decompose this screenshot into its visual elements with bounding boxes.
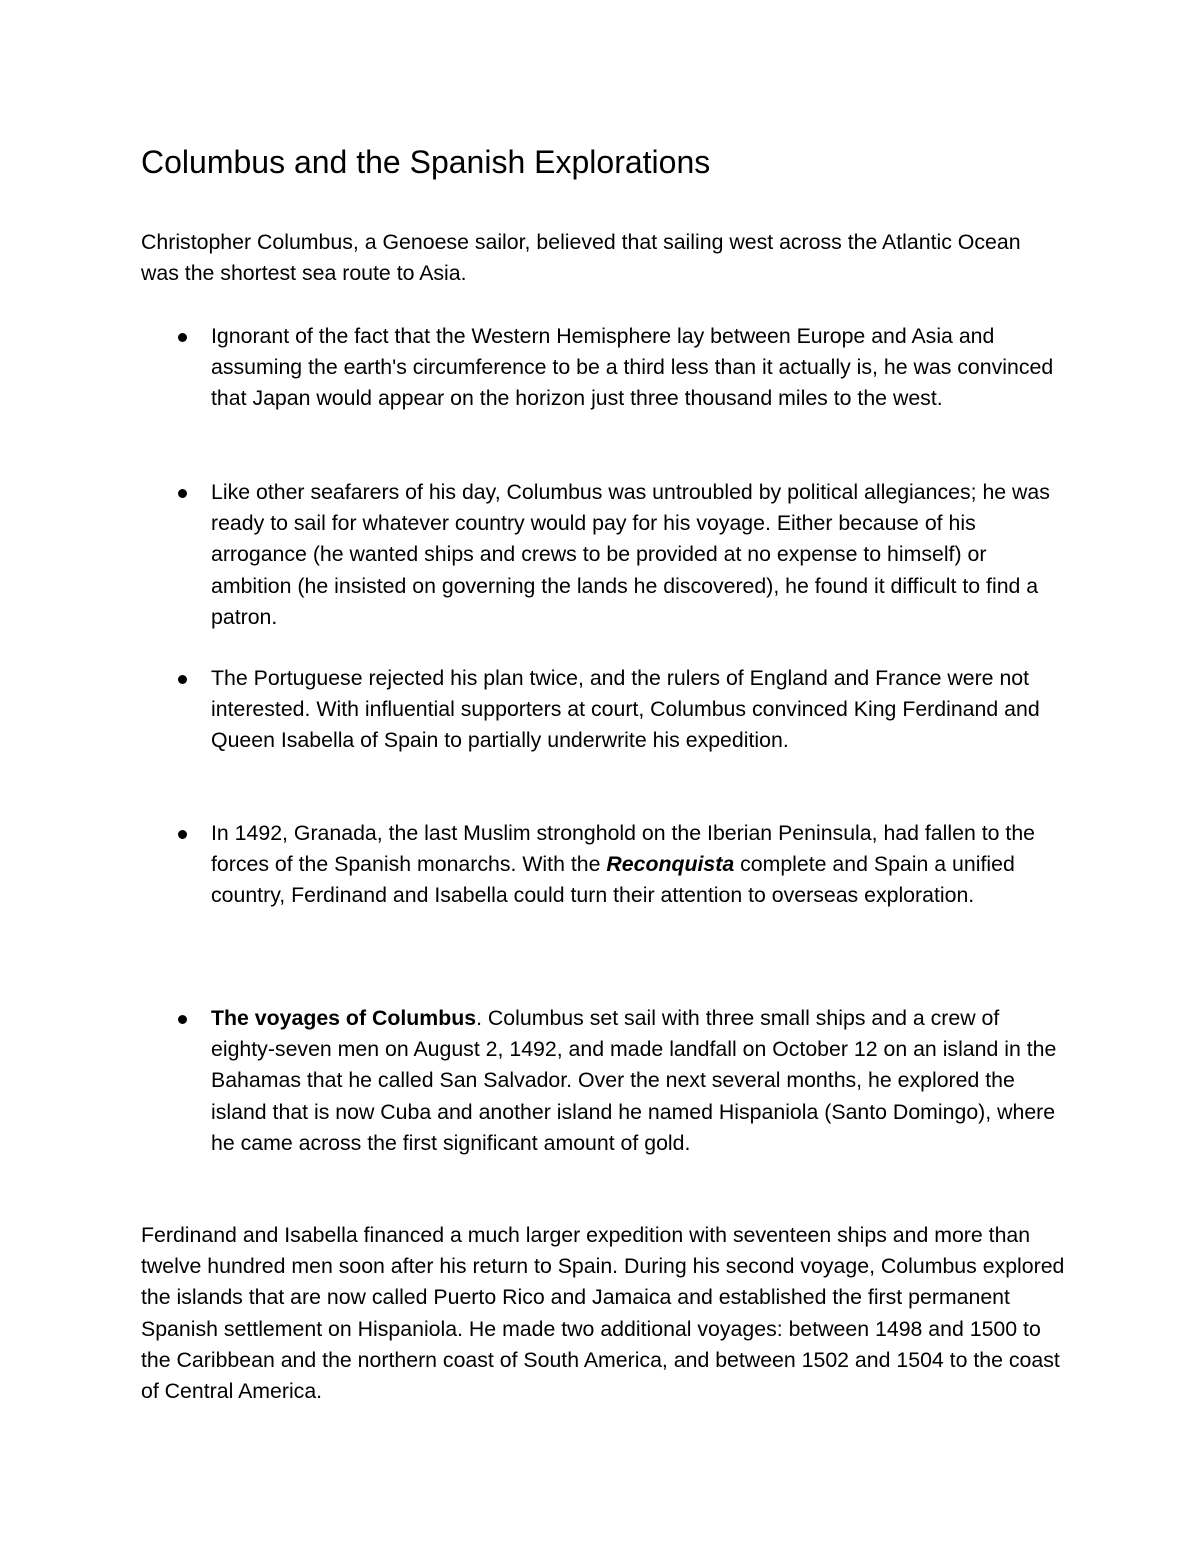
- bullet-icon: [178, 830, 187, 839]
- list-item-text: The Portuguese rejected his plan twice, and the rulers of England and France were not interested. With influential supporters at court, Columbus convinced King Ferdinand and Queen Isabella of Spain to partially underwrite his expedition.: [211, 666, 1040, 753]
- document-title: Columbus and the Spanish Explorations: [141, 144, 711, 180]
- list-item: [211, 818, 1061, 912]
- bullet-icon: [178, 1015, 187, 1024]
- list-item: [211, 1003, 1061, 1159]
- bullet-icon: [178, 333, 187, 342]
- reconquista-emphasis: Reconquista: [606, 852, 735, 877]
- bullet-icon: [178, 675, 187, 684]
- list-item-text-before: In 1492, Granada, the last Muslim stronghold on the Iberian Peninsula, had fallen to the forces of the Spanish monarchs. With the: [211, 821, 1036, 877]
- bullet-icon: [178, 489, 187, 498]
- list-item-text: Like other seafarers of his day, Columbus was untroubled by political allegiances; he was ready to sail for whatever country would pay for his voyage. Either because of his arrogance (he wanted ships and crews to be provided at no expense to himself) or ambition (he insisted on governing the lands he discovered), he found it difficult to find a patron.: [211, 480, 1050, 629]
- voyages-heading: The voyages of Columbus: [211, 1006, 477, 1030]
- list-item: [211, 663, 1061, 757]
- list-item-text: Ignorant of the fact that the Western Hemisphere lay between Europe and Asia and assuming the earth's circumference to be a third less than it actually is, he was convinced that Japan would appear on the horizon just three thousand miles to the west.: [211, 324, 1054, 411]
- list-item: [211, 477, 1061, 633]
- intro-paragraph: Christopher Columbus, a Genoese sailor, believed that sailing west across the Atlantic Ocean was the shortest sea route to Asia.: [141, 230, 1021, 286]
- list-item-text-after: complete and Spain a unified country, Ferdinand and Isabella could turn their attention to overseas exploration.: [211, 852, 1015, 908]
- list-item: [211, 321, 1061, 415]
- closing-paragraph: Ferdinand and Isabella financed a much larger expedition with seventeen ships and more than twelve hundred men soon after his return to Spain. During his second voyage, Columbus explored the islands that are now called Puerto Rico and Jamaica and established the first permanent Spanish settlement on Hispaniola. He made two additional voyages: between 1498 and 1500 to the Caribbean and the northern coast of South America, and between 1502 and 1504 to the coast of Central America.: [141, 1223, 1065, 1404]
- list-item-text: . Columbus set sail with three small ships and a crew of eighty-seven men on August 2, 1492, and made landfall on October 12 on an island in the Bahamas that he called San Salvador. Over the next several months, he explored the island that is now Cuba and another island he named Hispaniola (Santo Domingo), where he came across the first significant amount of gold.: [211, 1006, 1057, 1155]
